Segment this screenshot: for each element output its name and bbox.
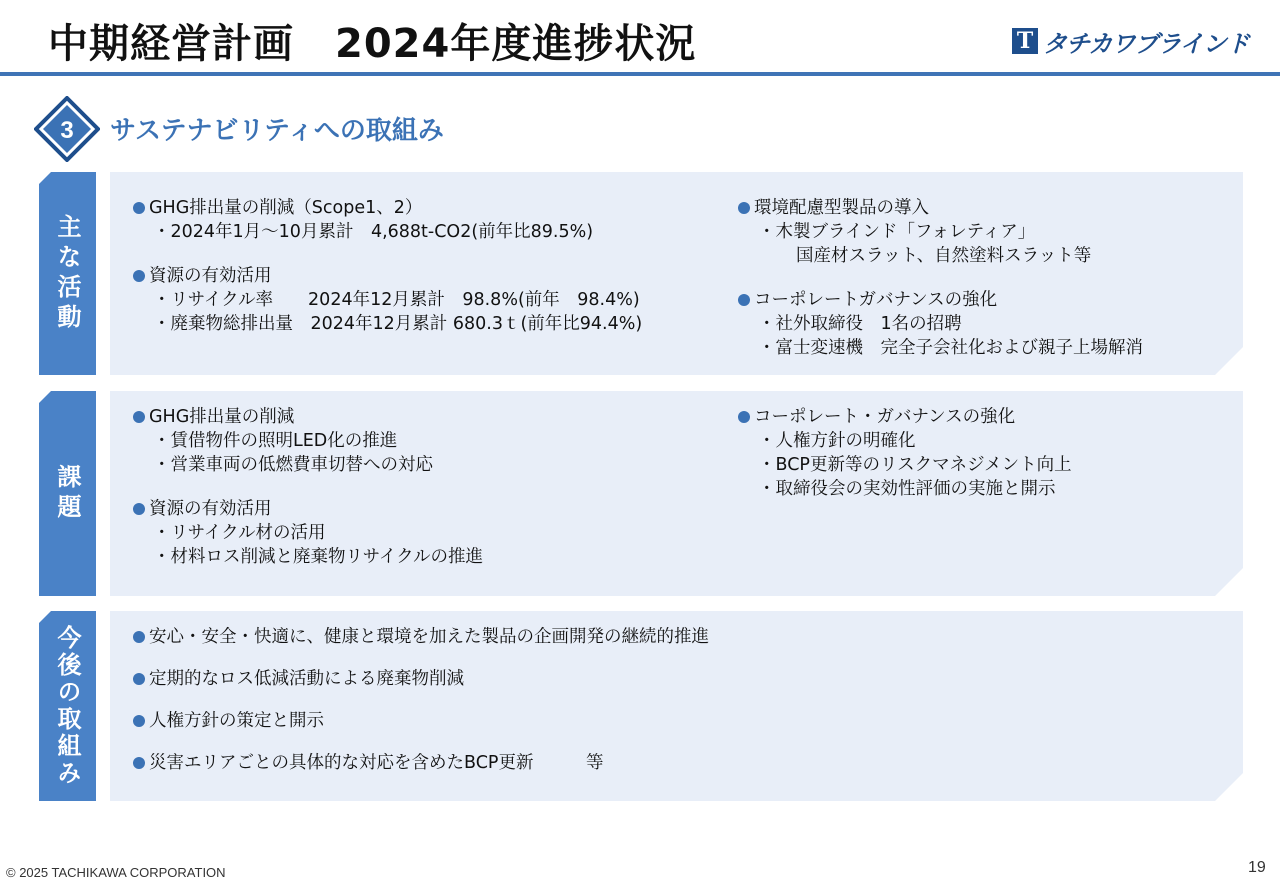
activity-group [738,196,1143,268]
activity-heading: コーポレートガバナンスの強化 [754,290,998,310]
bullet-dot-icon [133,757,145,769]
bullet-dot-icon [133,673,145,685]
issue-item: ・賃借物件の照明LED化の推進 [153,431,398,451]
bullet-dot-icon [133,202,145,214]
activities-left-column [133,196,642,336]
future-item [133,709,709,733]
row-label-activities: 主な活動 [39,172,96,375]
issue-heading: GHG排出量の削減 [149,407,295,427]
row-label-future: 今後の取組み [39,611,96,801]
brand-logo-text: タチカワブラインド [1043,29,1249,58]
title-divider [0,72,1280,76]
activity-item: ・社外取締役 1名の招聘 [758,314,962,334]
future-item [133,667,709,691]
bullet-dot-icon [133,270,145,282]
future-item [133,751,709,775]
section-heading: サステナビリティへの取組み [110,116,444,146]
bullet-dot-icon [738,294,750,306]
bullet-dot-icon [133,631,145,643]
activity-item: ・2024年1月～10月累計 4,688t-CO2(前年比89.5%) [153,222,594,242]
activity-heading: 環境配慮型製品の導入 [754,198,929,218]
brand-logo-mark: T [1012,28,1038,54]
activity-item-detail: 国産材スラット、自然塗料スラット等 [796,246,1092,266]
row-label-issues: 課題 [39,391,96,596]
section-number: 3 [60,117,74,144]
issues-left-column [133,405,483,569]
activity-group [133,264,642,336]
issue-group [133,405,483,477]
issue-item: ・取締役会の実効性評価の実施と開示 [758,479,1056,499]
issue-heading: 資源の有効活用 [149,499,272,519]
issue-heading: コーポレート・ガバナンスの強化 [754,407,1016,427]
activities-right-column [738,196,1143,360]
future-item-text: 災害エリアごとの具体的な対応を含めたBCP更新 等 [149,753,604,773]
bullet-dot-icon [133,411,145,423]
issue-group [133,497,483,569]
issue-item: ・営業車両の低燃費車切替への対応 [153,455,433,475]
future-column [133,625,709,793]
page-title: 中期経営計画 2024年度進捗状況 [48,21,697,67]
section-number-badge [34,96,100,162]
activity-group [738,288,1143,360]
bullet-dot-icon [738,411,750,423]
activity-item: ・リサイクル率 2024年12月累計 98.8%(前年 98.4%) [153,290,640,310]
activity-item: ・富士変速機 完全子会社化および親子上場解消 [758,338,1143,358]
issue-group [738,405,1072,501]
activity-heading: 資源の有効活用 [149,266,272,286]
issues-right-column [738,405,1072,501]
future-item-text: 安心・安全・快適に、健康と環境を加えた製品の企画開発の継続的推進 [149,627,709,647]
activity-item: ・廃棄物総排出量 2024年12月累計 680.3ｔ(前年比94.4%) [153,314,643,334]
brand-logo [1012,26,1249,56]
bullet-dot-icon [133,715,145,727]
activity-item: ・木製ブラインド「フォレティア」 [758,222,1036,242]
issue-item: ・BCP更新等のリスクマネジメント向上 [758,455,1072,475]
activity-heading: GHG排出量の削減（Scope1、2） [149,198,423,218]
issue-item: ・リサイクル材の活用 [153,523,326,543]
page-number: 19 [1248,859,1266,876]
bullet-dot-icon [738,202,750,214]
future-item [133,625,709,649]
future-item-text: 人権方針の策定と開示 [149,711,324,731]
copyright: © 2025 TACHIKAWA CORPORATION [6,865,226,880]
issue-item: ・人権方針の明確化 [758,431,916,451]
issue-item: ・材料ロス削減と廃棄物リサイクルの推進 [153,547,484,567]
future-item-text: 定期的なロス低減活動による廃棄物削減 [149,669,464,689]
activity-group [133,196,642,244]
bullet-dot-icon [133,503,145,515]
